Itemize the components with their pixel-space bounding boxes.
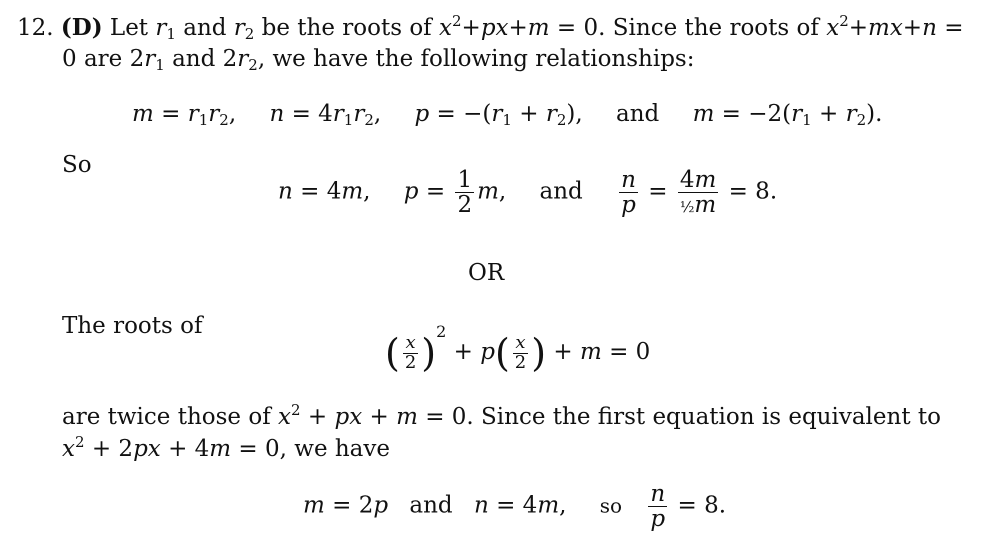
or-label: OR: [468, 260, 505, 286]
problem-line-1: 12. (D) Let $r_1$ and $r_2$ be the roots of $x^2+px+m = 0$. Since the roots of $x^2+mx+n$ =: [17, 12, 964, 43]
answer-choice: (D): [60, 14, 103, 41]
problem-number: 12.: [17, 15, 54, 41]
twice-line-1: are twice those of $x^2$ + px + m = 0. Since the first equation is equivalent to: [62, 401, 941, 430]
twice-line-2: $x^2 + 2px + 4m = 0$, we have: [62, 433, 391, 462]
problem-line-2: 0 are $2r_1$ and $2r_2$, we have the following relationships:: [62, 46, 695, 74]
halved-equation: ( $\frac{x}{2}$ )$^2$ + p( $\frac{x}{2}$ ) + m = 0: [385, 322, 651, 375]
so-label: So: [62, 152, 92, 178]
relationships-equation: $m = r_1r_2$, $n = 4r_1r_2$, $p = -(r_1 + r_2)$, and $m = -2(r_1 + r_2)$.: [132, 101, 883, 129]
roots-label: The roots of: [62, 313, 203, 339]
final-equation: m = 2p and n = 4m, so $\frac{n}{p}$ = 8.: [303, 481, 727, 533]
so-equation: n = 4m, p = $\frac{1}{2}$ m, and $\frac{n}{p}$ = $\frac{4m}{\text{½m}}$ = 8.: [278, 167, 778, 219]
